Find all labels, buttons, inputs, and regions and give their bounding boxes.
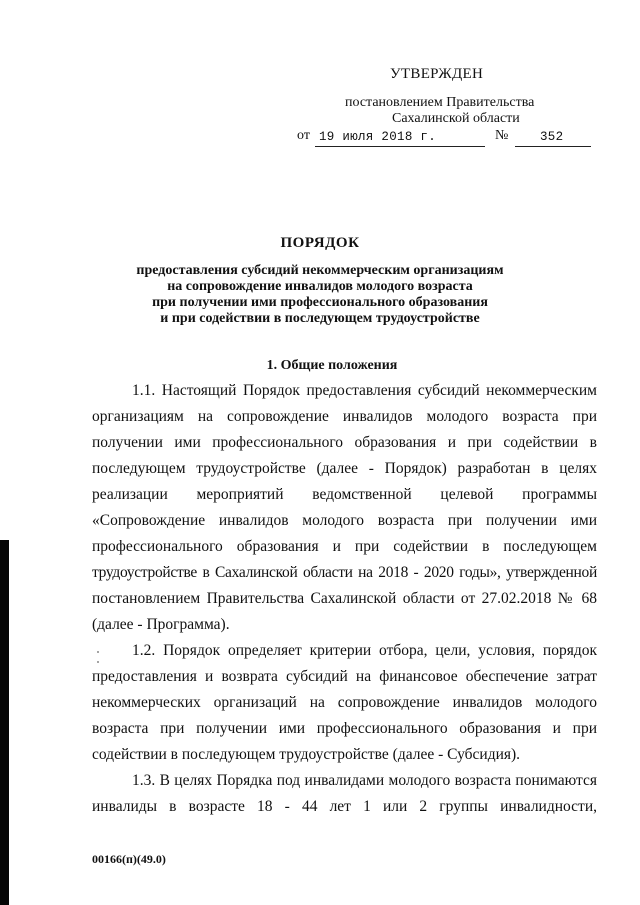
date-prefix: от <box>297 128 310 143</box>
date-value: 19 июля 2018 г. <box>319 130 437 144</box>
body-line: профессионального образования и при содействии в последующем <box>92 538 597 555</box>
date-underline <box>315 146 485 147</box>
number-underline <box>515 146 591 147</box>
body-line: содействии в последующем трудоустройстве (далее - Субсидия). <box>92 746 521 763</box>
body-line: «Сопровождение инвалидов молодого возраста при получении ими <box>92 512 597 529</box>
body-line: предоставления и возврата субсидий на финансовое обеспечение затрат <box>92 668 597 685</box>
body-line: 1.3. В целях Порядка под инвалидами молодого возраста понимаются <box>132 772 597 789</box>
body-line: трудоустройстве в Сахалинской области на 2018 - 2020 годы», утвержденной <box>92 564 597 581</box>
body-line: 1.2. Порядок определяет критерии отбора, цели, условия, порядок <box>132 642 597 659</box>
approval-line-2: Сахалинской области <box>392 111 520 126</box>
number-prefix: № <box>495 128 509 143</box>
subtitle-line: и при содействии в последующем трудоустройстве <box>160 311 480 326</box>
body-line: реализации мероприятий ведомственной целевой программы <box>92 486 597 503</box>
body-line: (далее - Программа). <box>92 616 230 633</box>
document-title: ПОРЯДОК <box>280 235 360 251</box>
body-line: постановлением Правительства Сахалинской области от 27.02.2018 № 68 <box>92 590 597 607</box>
footer-doc-code: 00166(п)(49.0) <box>92 852 166 866</box>
subtitle-line: на сопровождение инвалидов молодого возраста <box>167 279 473 294</box>
section-title: 1. Общие положения <box>266 358 398 373</box>
body-line: получении ими профессионального образования и при содействии в <box>92 434 597 451</box>
approval-title: УТВЕРЖДЕН <box>390 66 484 82</box>
body-line: инвалиды в возрасте 18 - 44 лет 1 или 2 группы инвалидности, <box>92 798 597 815</box>
body-line: некоммерческих организаций на сопровождение инвалидов молодого <box>92 694 597 711</box>
approval-line-1: постановлением Правительства <box>345 95 535 110</box>
scan-speck <box>97 661 99 663</box>
subtitle-line: при получении ими профессионального образования <box>152 295 488 310</box>
number-value: 352 <box>540 130 564 144</box>
body-line: 1.1. Настоящий Порядок предоставления субсидий некоммерческим <box>132 382 597 399</box>
body-line: последующем трудоустройстве (далее - Порядок) разработан в целях <box>92 460 597 477</box>
body-line: организациям на сопровождение инвалидов молодого возраста при <box>92 408 597 425</box>
subtitle-line: предоставления субсидий некоммерческим организациям <box>136 263 504 278</box>
scan-edge-bar <box>0 540 9 905</box>
body-line: возраста при получении ими профессионального образования и при <box>92 720 597 737</box>
